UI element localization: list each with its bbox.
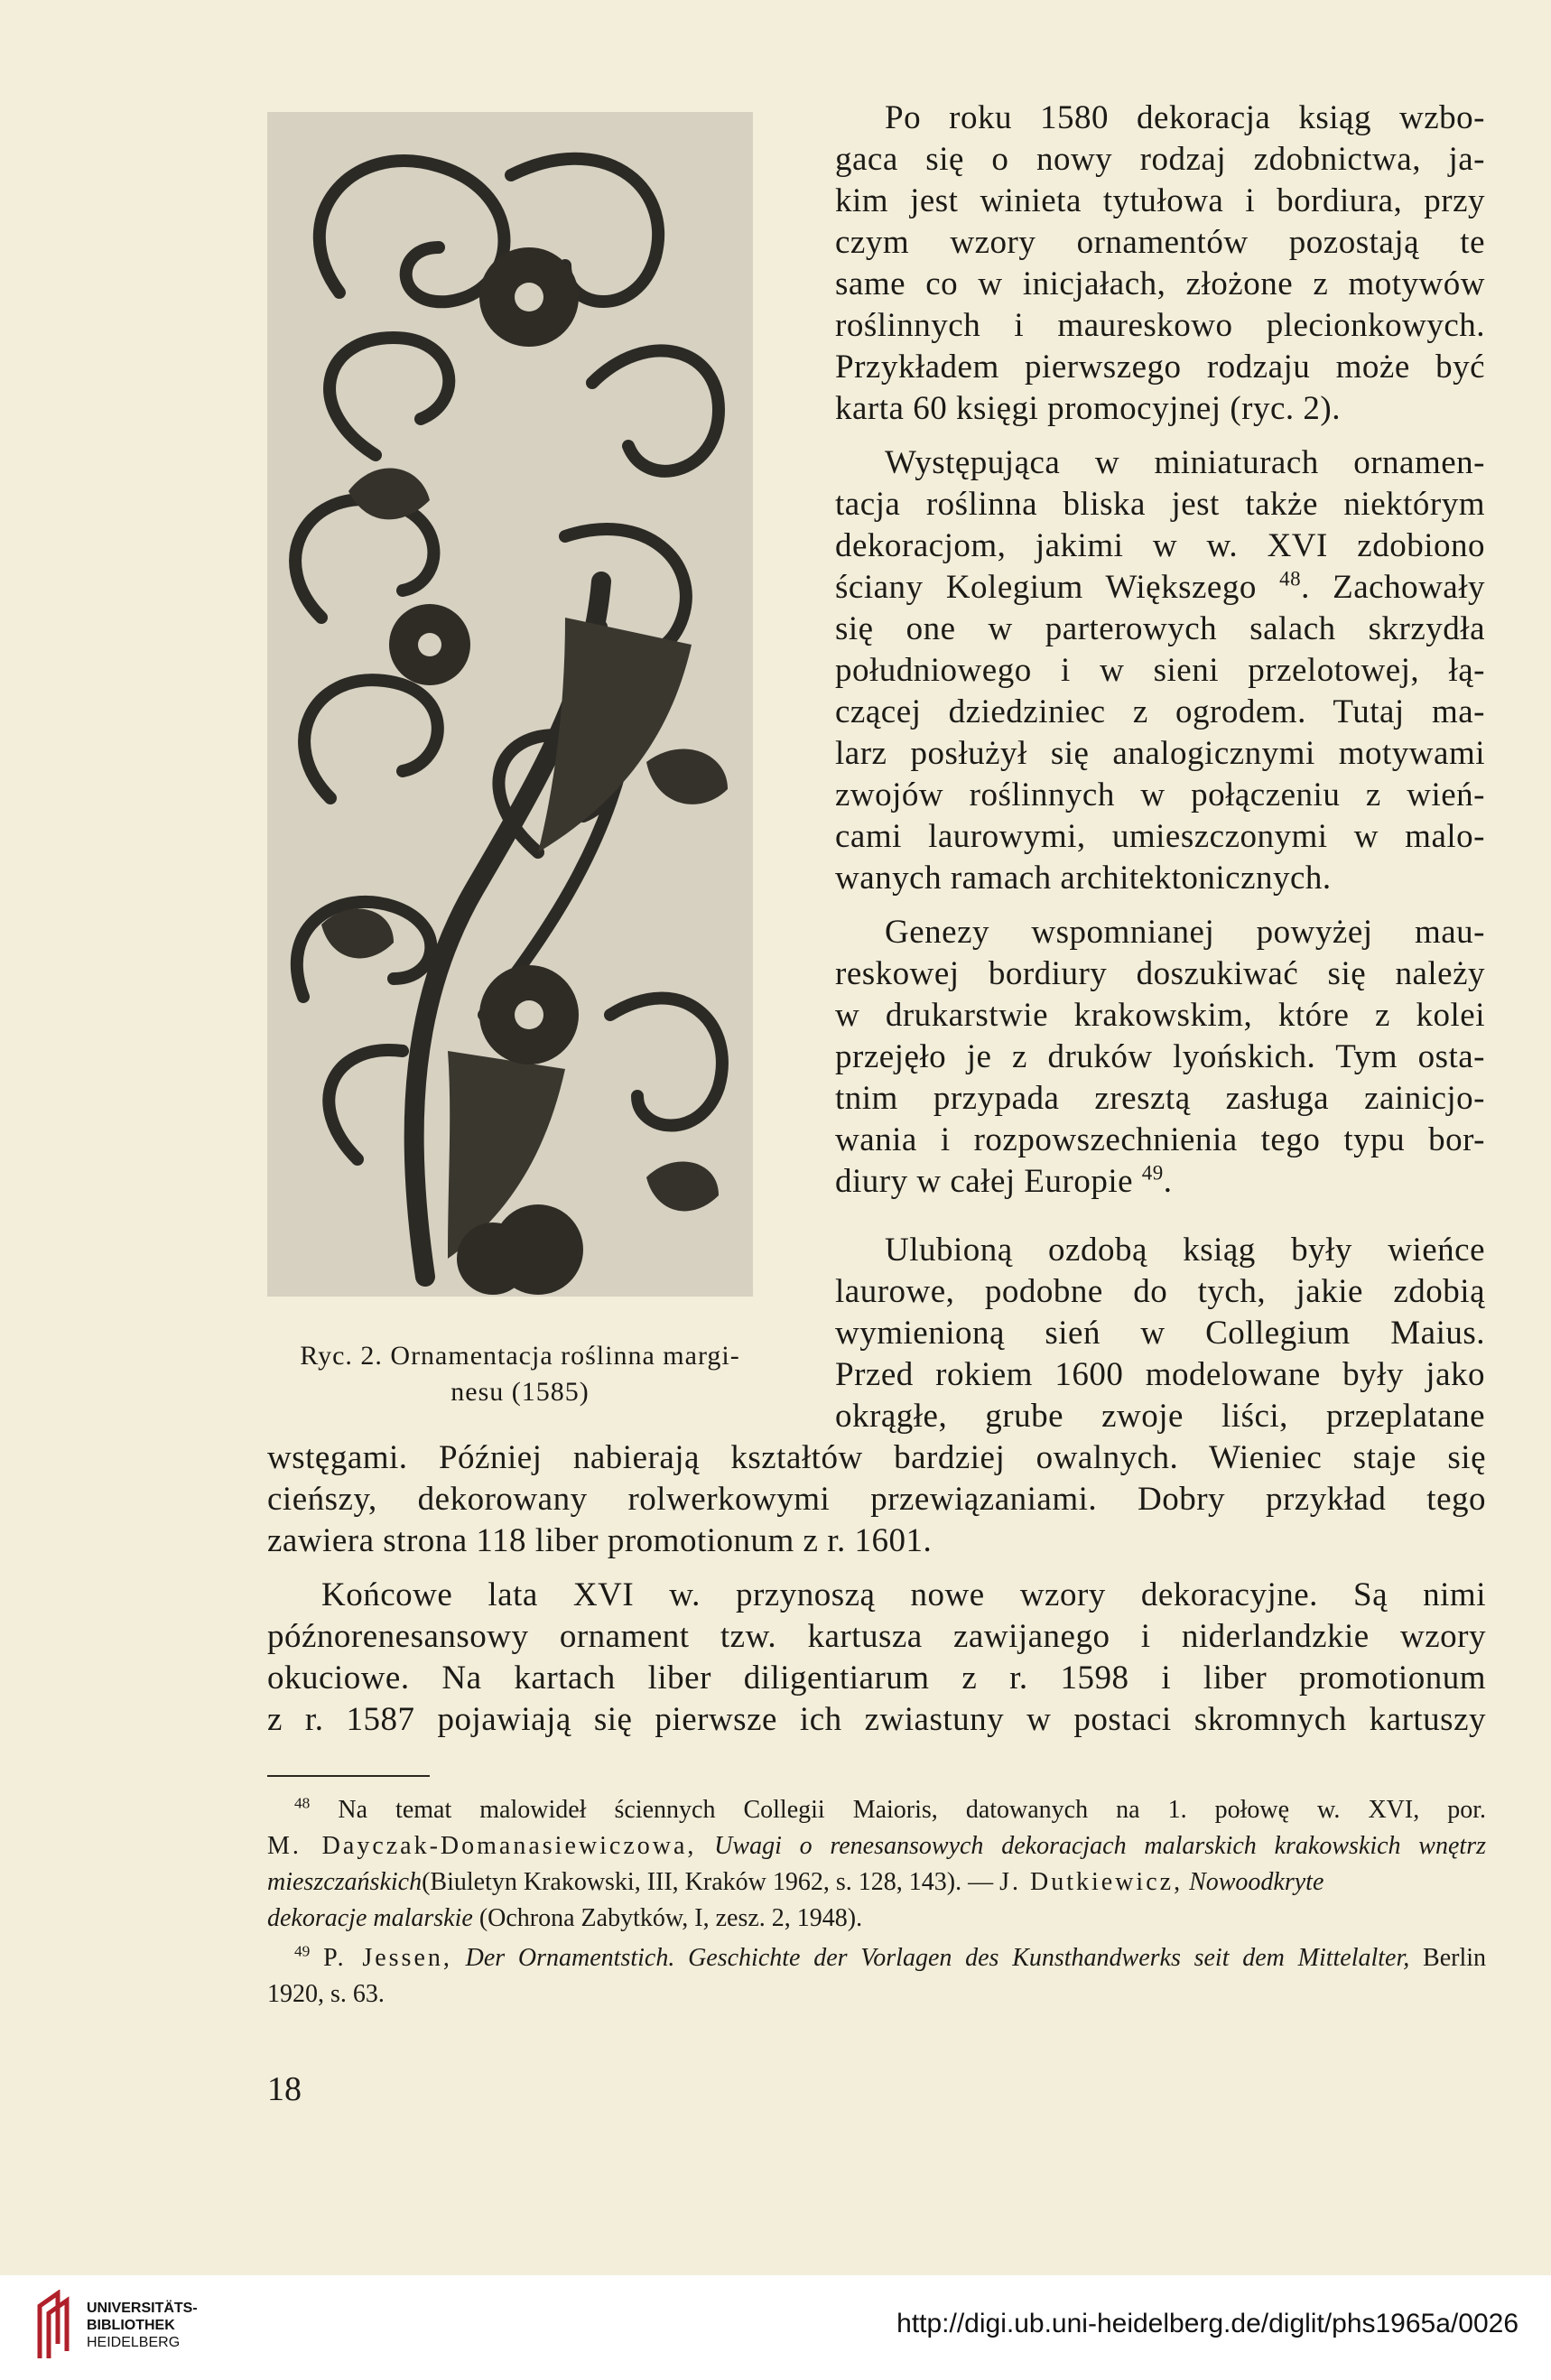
logo-line: UNIVERSITÄTS- bbox=[87, 2301, 198, 2316]
text-line: zwojów roślinnych w połączeniu z wień- bbox=[835, 776, 1485, 813]
footnote-48-line bbox=[267, 1829, 1486, 1864]
footnote-ref[interactable]: 49 bbox=[1141, 1161, 1164, 1185]
text-line: wstęgami. Później nabierają kształtów bardziej owalnych. Wieniec staje się bbox=[267, 1439, 1486, 1476]
text-line: zawiera strona 118 liber promotionum z r. 1601. bbox=[267, 1522, 933, 1559]
footnote-number: 49 bbox=[294, 1942, 311, 1960]
text-line: larz posłużył się analogicznymi motywami bbox=[835, 735, 1485, 772]
logo-line: BIBLIOTHEK bbox=[87, 2318, 175, 2333]
text-line: dekoracjom, jakimi w w. XVI zdobiono bbox=[835, 527, 1485, 564]
text-line: wanych ramach architektonicznych. bbox=[835, 860, 1332, 897]
text-line bbox=[835, 1161, 1485, 1203]
text-span: . Zachowały bbox=[1301, 569, 1485, 606]
text-line: okuciowe. Na kartach liber diligentiarum z r. 1598 i liber promotionum bbox=[267, 1659, 1486, 1697]
footnote-ref[interactable]: 48 bbox=[1279, 567, 1302, 590]
text-span: ściany Kolegium Większego bbox=[835, 569, 1257, 606]
text-line: karta 60 księgi promocyjnej (ryc. 2). bbox=[835, 390, 1341, 427]
text-line: późnorenesansowy ornament tzw. kartusza zawijanego i niderlandzkie wzory bbox=[267, 1618, 1486, 1655]
text-line: kim jest winieta tytułowa i bordiura, przy bbox=[835, 182, 1485, 219]
ornament-illustration bbox=[267, 112, 753, 1297]
footnote-text: Berlin bbox=[1423, 1944, 1487, 1972]
text-line: czącej dziedziniec z ogrodem. Tutaj ma- bbox=[835, 693, 1485, 730]
text-line: wymienioną sień w Collegium Maius. bbox=[835, 1315, 1485, 1352]
caption-line: Ryc. 2. Ornamentacja roślinna margi- bbox=[300, 1341, 740, 1371]
text-line: tnim przypada zresztą zasługa zainicjo- bbox=[835, 1080, 1485, 1117]
text-line: okrągłe, grube zwoje liści, przeplatane bbox=[835, 1398, 1485, 1435]
text-line: Przykładem pierwszego rodzaju może być bbox=[835, 349, 1485, 386]
text-line: cieńszy, dekorowany rolwerkowymi przewiązaniami. Dobry przykład tego bbox=[267, 1481, 1486, 1518]
footnote-48-line bbox=[267, 1865, 1486, 1900]
footnote-title: dekoracje malarskie bbox=[267, 1904, 473, 1932]
footnote-text: (Biuletyn Krakowski, III, Kraków 1962, s. 128, 143). — bbox=[422, 1868, 1000, 1896]
footnote-title: Der Ornamentstich. Geschichte der Vorlagen des Kunsthandwerks seit dem Mittelalter, bbox=[465, 1944, 1410, 1972]
permalink-url[interactable]: http://digi.ub.uni-heidelberg.de/diglit/phs1965a/0026 bbox=[896, 2309, 1518, 2338]
text-line: Końcowe lata XVI w. przynoszą nowe wzory dekoracyjne. Są nimi bbox=[321, 1576, 1486, 1613]
text-line: Genezy wspomnianej powyżej mau- bbox=[885, 914, 1485, 951]
text-line: wania i rozpowszechnienia tego typu bor- bbox=[835, 1121, 1485, 1158]
text-line: gaca się o nowy rodzaj zdobnictwa, ja- bbox=[835, 141, 1485, 178]
logo-line: HEIDELBERG bbox=[87, 2335, 181, 2350]
footnote-author: J. Dutkiewicz, bbox=[999, 1868, 1184, 1896]
text-line: z r. 1587 pojawiają się pierwsze ich zwiastuny w postaci skromnych kartuszy bbox=[267, 1701, 1486, 1738]
text-line: laurowe, podobne do tych, jakie zdobią bbox=[835, 1273, 1485, 1310]
library-logo-icon[interactable] bbox=[33, 2290, 74, 2362]
footnote-49-line: 1920, s. 63. bbox=[267, 1980, 385, 2008]
page-number: 18 bbox=[267, 2070, 302, 2108]
text-line: przejęło je z druków lyońskich. Tym osta- bbox=[835, 1038, 1485, 1075]
text-line: cami laurowymi, umieszczonymi w malo- bbox=[835, 818, 1485, 855]
text-line: roślinnych i maureskowo plecionkowych. bbox=[835, 307, 1485, 344]
footnote-title: Nowoodkryte bbox=[1189, 1868, 1324, 1896]
text-line: południowego i w sieni przelotowej, łą- bbox=[835, 652, 1485, 689]
text-line: się one w parterowych salach skrzydła bbox=[835, 610, 1485, 647]
text-line: czym wzory ornamentów pozostają te bbox=[835, 224, 1485, 261]
figure-caption bbox=[258, 1338, 782, 1410]
footnote-author: M. Dayczak-Domanasiewiczowa, bbox=[267, 1832, 697, 1860]
library-logo-text[interactable] bbox=[87, 2300, 198, 2351]
text-line: Ulubioną ozdobą ksiąg były wieńce bbox=[885, 1232, 1485, 1269]
footnote-number: 48 bbox=[294, 1794, 311, 1812]
caption-line: nesu (1585) bbox=[450, 1377, 590, 1407]
text-line: tacja roślinna bliska jest także niektórym bbox=[835, 486, 1485, 523]
text-line: same co w inicjałach, złożone z motywów bbox=[835, 265, 1485, 302]
footnote-48-line bbox=[267, 1901, 1486, 1936]
footnote-text: (Ochrona Zabytków, I, zesz. 2, 1948). bbox=[478, 1904, 863, 1932]
footnote-49-line bbox=[294, 1941, 1486, 1976]
text-line: Występująca w miniaturach ornamen- bbox=[885, 444, 1485, 481]
footnote-title: Uwagi o renesansowych dekoracjach malarskich krakowskich wnętrz bbox=[714, 1832, 1486, 1860]
footnote-rule bbox=[267, 1775, 430, 1777]
footnote-title: mieszczańskich bbox=[267, 1868, 423, 1896]
text-span: diury w całej Europie bbox=[835, 1163, 1134, 1200]
text-line bbox=[835, 567, 1485, 609]
footnote-author: P. Jessen, bbox=[323, 1944, 452, 1972]
text-line: Przed rokiem 1600 modelowane były jako bbox=[835, 1356, 1485, 1393]
text-line: w drukarstwie krakowskim, które z kolei bbox=[835, 997, 1485, 1034]
text-line: reskowej bordiury doszukiwać się należy bbox=[835, 955, 1485, 992]
footnote-48-line bbox=[294, 1793, 1486, 1827]
text-span: . bbox=[1163, 1163, 1173, 1200]
footnote-text: Na temat malowideł ściennych Collegii Maioris, datowanych na 1. połowę w. XVI, por. bbox=[338, 1796, 1487, 1824]
text-line: Po roku 1580 dekoracja ksiąg wzbo- bbox=[885, 99, 1485, 136]
